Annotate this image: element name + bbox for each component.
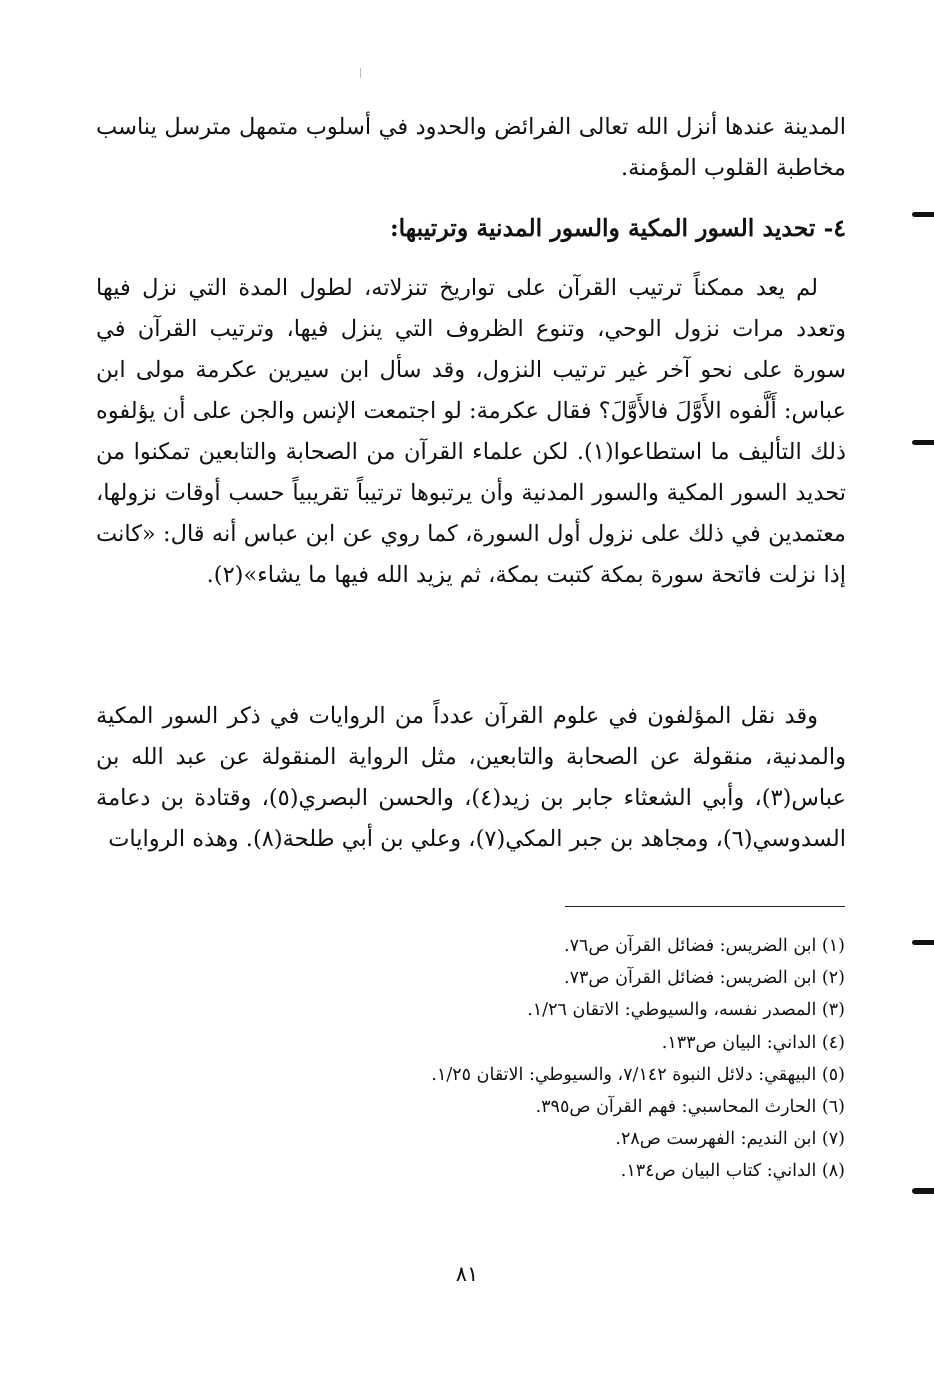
footnote-1: (١) ابن الضريس: فضائل القرآن ص٧٦. (564, 936, 845, 956)
body-paragraph-1 (96, 268, 846, 596)
section-heading (96, 207, 846, 249)
scan-edge-mark (912, 1188, 934, 1194)
page-number: ٨١ (455, 1262, 479, 1286)
scan-edge-mark (912, 940, 934, 945)
footnote-6: (٦) الحارث المحاسبي: فهم القرآن ص٣٩٥. (535, 1097, 845, 1118)
intro-paragraph (96, 107, 846, 189)
scan-edge-mark (912, 440, 934, 445)
footnote-8: (٨) الداني: كتاب البيان ص١٣٤. (620, 1161, 845, 1182)
footnote-divider (565, 906, 845, 907)
scan-speck (360, 68, 361, 78)
section-heading-text: ٤- تحديد السور المكية والسور المدنية وترتيبها: (389, 214, 846, 242)
footnote-5: (٥) البيهقي: دلائل النبوة ٧/١٤٢، والسيوطي: الاتقان ١/٢٥. (431, 1064, 845, 1085)
body-paragraph-1-text: لم يعد ممكناً ترتيب القرآن على تواريخ تنزلاته، لطول المدة التي نزل فيها وتعدد مرات نزول الوحي، وتنوع الظروف التي ينزل فيها، وترتيب القرآن في سورة على نحو آخر غير ترتيب النزول، وقد سأل ابن سيرين عكرمة مولى ابن عباس: أَلَّفوه الأَوَّلَ فالأَوَّلَ؟ فقال عكرمة: لو اجتمعت الإنس والجن على أن يؤلفوه ذلك التأليف ما استطاعوا(١). لكن علماء القرآن من الصحابة والتابعين تمكنوا من تحديد السور المكية والسور المدنية وأن يرتبوها ترتيباً تقريبياً حسب أوقات نزولها، معتمدين في ذلك على نزول أول السورة، كما روي عن ابن عباس أنه قال: «كانت إذا نزلت فاتحة سورة بمكة كتبت بمكة، ثم يزيد الله فيها ما يشاء»(٢). (95, 275, 846, 588)
footnote-3: (٣) المصدر نفسه، والسيوطي: الاتقان ١/٢٦. (527, 1000, 845, 1021)
footnote-4: (٤) الداني: البيان ص١٣٣. (661, 1032, 845, 1053)
body-paragraph-2-text: وقد نقل المؤلفون في علوم القرآن عدداً من الروايات في ذكر السور المكية والمدنية، منقولة عن الصحابة والتابعين، مثل الرواية المنقولة عن عبد الله بن عباس(٣)، وأبي الشعثاء جابر بن زيد(٤)، والحسن البصري(٥)، وقتادة بن دعامة السدوسي(٦)، ومجاهد بن جبر المكي(٧)، وعلي بن أبي طلحة(٨). وهذه الروايات (96, 703, 846, 852)
body-paragraph-2 (96, 696, 846, 860)
footnotes-list (200, 930, 845, 1188)
scan-edge-mark (912, 212, 934, 217)
footnote-7: (٧) ابن النديم: الفهرست ص٢٨. (615, 1129, 845, 1150)
footnote-2: (٢) ابن الضريس: فضائل القرآن ص٧٣. (564, 968, 845, 989)
intro-text: المدينة عندها أنزل الله تعالى الفرائض والحدود في أسلوب متمهل مترسل يناسب مخاطبة القلوب المؤمنة. (96, 114, 846, 181)
